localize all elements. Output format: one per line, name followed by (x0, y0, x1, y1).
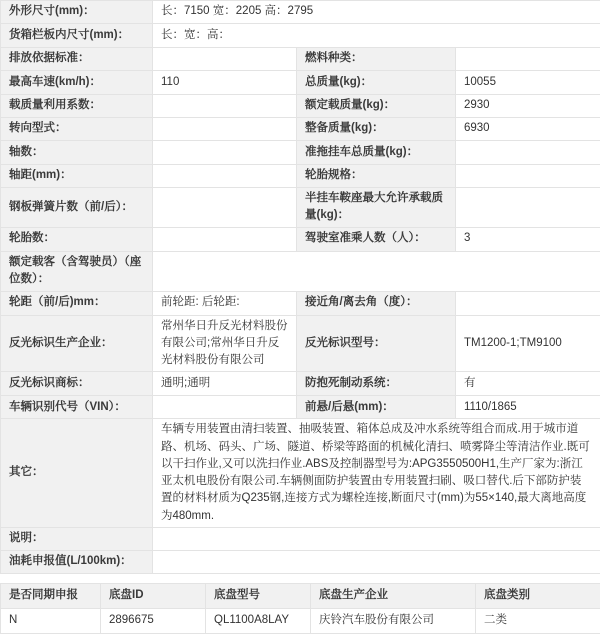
spec-label: 载质量利用系数： (1, 95, 153, 118)
spec-label: 轮距（前/后)mm： (1, 291, 153, 315)
spec-label: 额定载质量(kg)： (297, 95, 456, 118)
spec-label: 轮胎规格： (297, 165, 456, 188)
chassis-cell: 二类 (476, 608, 600, 633)
spec-value: 有 (456, 372, 600, 396)
chassis-column-header: 底盘ID (101, 583, 206, 608)
spec-value (153, 550, 600, 573)
spec-value: 10055 (456, 71, 600, 95)
vehicle-spec-table-body (1, 1, 600, 574)
spec-label: 反光标识商标： (1, 372, 153, 396)
spec-value (153, 48, 297, 71)
chassis-header-row (1, 583, 600, 608)
spec-label: 总质量(kg)： (297, 71, 456, 95)
spec-value (153, 165, 297, 188)
spec-value (456, 291, 600, 315)
spec-row (1, 227, 600, 251)
spec-row (1, 1, 600, 24)
spec-label: 前悬/后悬(mm)： (297, 396, 456, 419)
spec-value: 长：宽：高： (153, 24, 600, 48)
spec-value: 前轮距: 后轮距: (153, 291, 297, 315)
chassis-column-header: 底盘生产企业 (311, 583, 476, 608)
spec-label: 反光标识生产企业： (1, 315, 153, 372)
spec-label: 钢板弹簧片数（前/后）： (1, 188, 153, 228)
chassis-table (0, 583, 600, 634)
spec-row (1, 396, 600, 419)
spec-label: 说明： (1, 527, 153, 550)
spec-value (153, 396, 297, 419)
spec-value: 2930 (456, 95, 600, 118)
spec-value: 常州华日升反光材料股份有限公司;常州华日升反光材料股份有限公司 (153, 315, 297, 372)
spec-row (1, 550, 600, 573)
spec-row (1, 372, 600, 396)
spec-row (1, 141, 600, 165)
chassis-column-header: 底盘类别 (476, 583, 600, 608)
spec-value (153, 95, 297, 118)
spec-row (1, 291, 600, 315)
spec-value: 车辆专用装置由清扫装置、抽吸装置、箱体总成及冲水系统等组合而成.用于城市道路、机场、码头、广场、隧道、桥梁等路面的机械化清扫、喷雾降尘等清洁作业.既可以干扫作业,又可以洗扫作业.ABS及控制器型号为:APG3550500H1,生产厂家为:浙江亚太机电股份有限公司.车辆侧面防护装置由专用装置扫刷、吸口替代.后下部防护装置的材料材质为Q235钢,连接方式为螺栓连接,断面尺寸(mm)为55×140,最大离地高度为480mm. (153, 419, 600, 528)
spec-label: 驾驶室准乘人数（人）： (297, 227, 456, 251)
spec-row (1, 188, 600, 228)
spec-value: 3 (456, 227, 600, 251)
spec-value (153, 188, 297, 228)
spec-row (1, 251, 600, 291)
spec-row (1, 48, 600, 71)
spec-label: 半挂车鞍座最大允许承载质量(kg)： (297, 188, 456, 228)
chassis-cell: N (1, 608, 101, 633)
spec-row (1, 95, 600, 118)
spec-label: 排放依据标准： (1, 48, 153, 71)
spec-value (456, 188, 600, 228)
chassis-cell: QL1100A8LAY (206, 608, 311, 633)
spec-value: 6930 (456, 118, 600, 141)
spec-value (153, 141, 297, 165)
spec-label: 接近角/离去角（度）： (297, 291, 456, 315)
spec-value: TM1200-1;TM9100 (456, 315, 600, 372)
spec-label: 车辆识别代号（VIN）： (1, 396, 153, 419)
spec-value: 110 (153, 71, 297, 95)
spec-value: 长：7150 宽：2205 高：2795 (153, 1, 600, 24)
chassis-row (1, 608, 600, 633)
spec-label: 其它： (1, 419, 153, 528)
spec-label: 转向型式： (1, 118, 153, 141)
spec-row (1, 118, 600, 141)
spec-value: 通明;通明 (153, 372, 297, 396)
spec-row (1, 527, 600, 550)
spec-row (1, 24, 600, 48)
spec-value (456, 48, 600, 71)
spec-label: 准拖挂车总质量(kg)： (297, 141, 456, 165)
spec-row (1, 165, 600, 188)
chassis-cell: 庆铃汽车股份有限公司 (311, 608, 476, 633)
chassis-cell: 2896675 (101, 608, 206, 633)
spec-row (1, 71, 600, 95)
spec-label: 反光标识型号： (297, 315, 456, 372)
spec-row (1, 419, 600, 528)
spec-value (153, 527, 600, 550)
spec-value (456, 165, 600, 188)
spec-label: 轴数： (1, 141, 153, 165)
spec-label: 货箱栏板内尺寸(mm)： (1, 24, 153, 48)
chassis-table-body (1, 608, 600, 633)
spec-label: 轮胎数： (1, 227, 153, 251)
spec-label: 额定载客（含驾驶员）（座位数）： (1, 251, 153, 291)
spec-value (153, 227, 297, 251)
spec-value (153, 251, 600, 291)
spec-label: 最高车速(km/h)： (1, 71, 153, 95)
spec-label: 燃料种类： (297, 48, 456, 71)
spec-value (153, 118, 297, 141)
spec-value: 1110/1865 (456, 396, 600, 419)
section-divider (0, 574, 600, 583)
spec-label: 外形尺寸(mm)： (1, 1, 153, 24)
spec-value (456, 141, 600, 165)
chassis-column-header: 是否同期申报 (1, 583, 101, 608)
spec-label: 整备质量(kg)： (297, 118, 456, 141)
spec-row (1, 315, 600, 372)
spec-label: 油耗申报值(L/100km)： (1, 550, 153, 573)
spec-label: 防抱死制动系统： (297, 372, 456, 396)
spec-label: 轴距(mm)： (1, 165, 153, 188)
chassis-column-header: 底盘型号 (206, 583, 311, 608)
